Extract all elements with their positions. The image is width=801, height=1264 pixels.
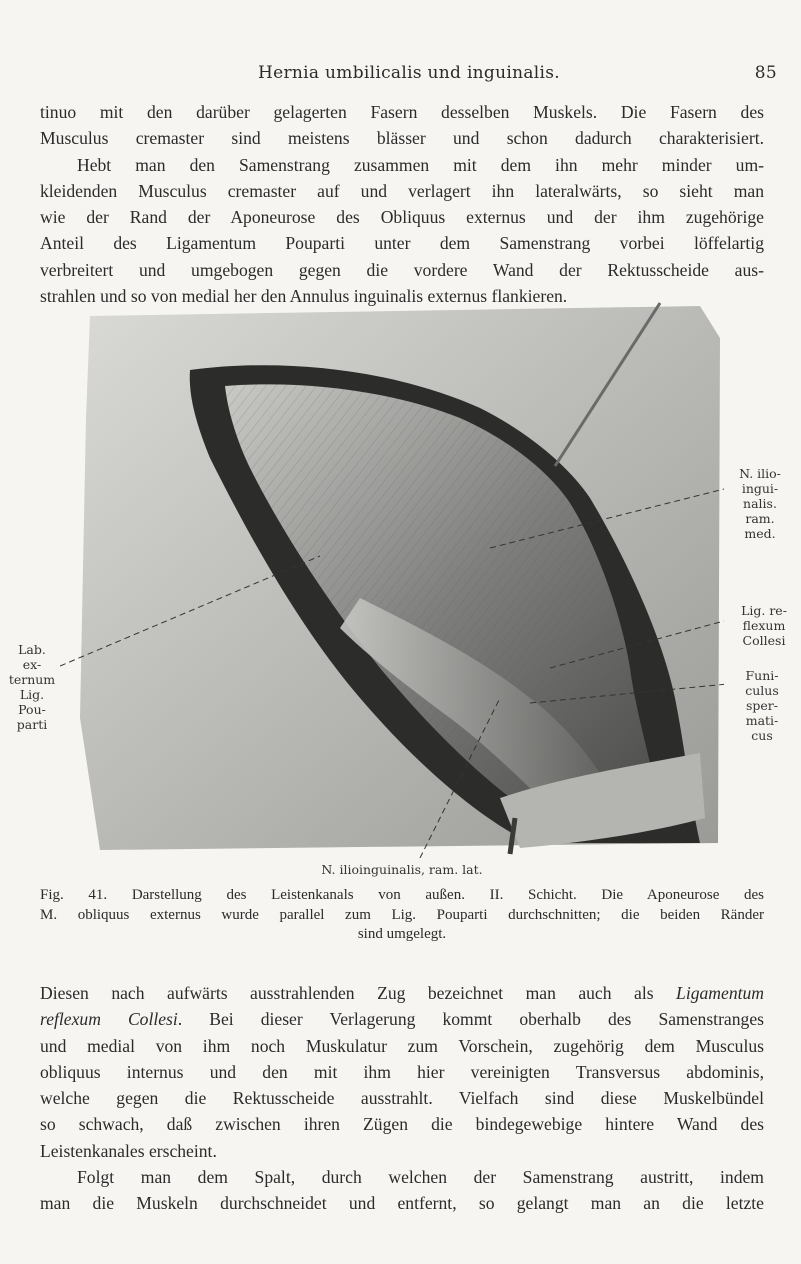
label-lig-pouparti (4, 642, 60, 732)
paragraph-line: und medial von ihm noch Muskulatur zum Vorschein, zugehörig dem Musculus (40, 1035, 764, 1056)
paragraph-line (40, 1006, 764, 1032)
paragraph-line: so schwach, daß zwischen ihren Zügen die bindegewebige hintere Wand des (40, 1114, 764, 1135)
label-n-ilioinguinalis-lat: N. ilioinguinalis, ram. lat. (321, 862, 483, 877)
term-italic: Ligamentum (676, 983, 764, 1003)
text-span: . Bei dieser Verlagerung kommt oberhalb des Samenstranges (177, 1009, 764, 1030)
paragraph-line: Hebt man den Samenstrang zusammen mit dem ihn mehr minder um- (77, 154, 764, 175)
label-lig-reflexum (734, 603, 794, 648)
label-line: ingui- (741, 481, 779, 496)
label-line: flexum (742, 618, 786, 633)
label-line: Lab. (18, 642, 46, 657)
caption-line: sind umgelegt. (357, 926, 447, 942)
figure-caption (40, 886, 764, 945)
running-head (0, 63, 801, 87)
paragraph-line: Musculus cremaster sind meistens blässer und schon dadurch charakterisiert. (40, 128, 764, 149)
term-italic: reflexum Collesi (40, 1009, 178, 1030)
label-line: mati- (745, 713, 779, 728)
label-line: Lig. (19, 687, 45, 702)
label-funiculus (738, 668, 786, 743)
paragraph-line: tinuo mit den darüber gelagerten Fasern desselben Muskels. Die Fasern des (40, 102, 764, 122)
running-head-title: Hernia umbilicalis und inguinalis. (258, 63, 560, 83)
label-line: nalis. (743, 496, 777, 511)
label-line: cus (751, 728, 773, 743)
label-line: Funi- (745, 668, 779, 683)
label-line: Pou- (18, 702, 46, 717)
label-line: ternum (8, 672, 56, 687)
paragraph-line (40, 980, 764, 1006)
label-n-ilioinguinalis-med (730, 466, 790, 541)
paragraph-line: welche gegen die Rektusscheide ausstrahlt. Vielfach sind diese Muskelbündel (40, 1088, 764, 1109)
paragraph-line: kleidenden Musculus cremaster auf und verlagert ihn lateralwärts, so sieht man (40, 180, 764, 201)
label-line: Lig. re- (741, 603, 787, 618)
figure-illustration (60, 298, 724, 858)
label-line: N. ilio- (739, 466, 781, 481)
paragraph-line: Anteil des Ligamentum Pouparti unter dem Samenstrang vorbei löffelartig (40, 233, 764, 254)
label-line: ram. (745, 511, 775, 526)
caption-line: Fig. 41. Darstellung des Leistenkanals von außen. II. Schicht. Die Aponeurose des (40, 887, 764, 903)
paragraph-line: verbreitert und umgebogen gegen die vordere Wand der Rektusscheide aus- (40, 259, 764, 280)
text-span: Diesen nach aufwärts ausstrahlenden Zug bezeichnet man auch als (40, 983, 677, 1003)
caption-line: M. obliquus externus wurde parallel zum Lig. Pouparti durchschnitten; die beiden Ränder (40, 906, 764, 923)
anatomical-figure (60, 298, 724, 858)
paragraph-line: obliquus internus und den mit ihm hier vereinigten Transversus abdominis, (40, 1061, 764, 1082)
paragraph-line: strahlen und so von medial her den Annulus inguinalis externus flankieren. (40, 286, 568, 307)
label-line: parti (16, 717, 48, 732)
label-line: ex- (22, 657, 42, 672)
paragraph-1 (40, 99, 764, 309)
paragraph-line: wie der Rand der Aponeurose des Obliquus externus und der ihm zugehörige (40, 207, 764, 228)
paragraph-2 (40, 980, 764, 1217)
paragraph-line: man die Muskeln durchschneidet und entfernt, so gelangt man an die letzte (40, 1193, 764, 1214)
label-line: med. (744, 526, 776, 541)
label-line: culus (745, 683, 779, 698)
label-line: sper- (745, 698, 778, 713)
page-number: 85 (754, 63, 777, 83)
label-line: Collesi (742, 633, 786, 648)
paragraph-line: Folgt man dem Spalt, durch welchen der Samenstrang austritt, indem (77, 1167, 764, 1188)
paragraph-line: Leistenkanales erscheint. (40, 1140, 217, 1161)
